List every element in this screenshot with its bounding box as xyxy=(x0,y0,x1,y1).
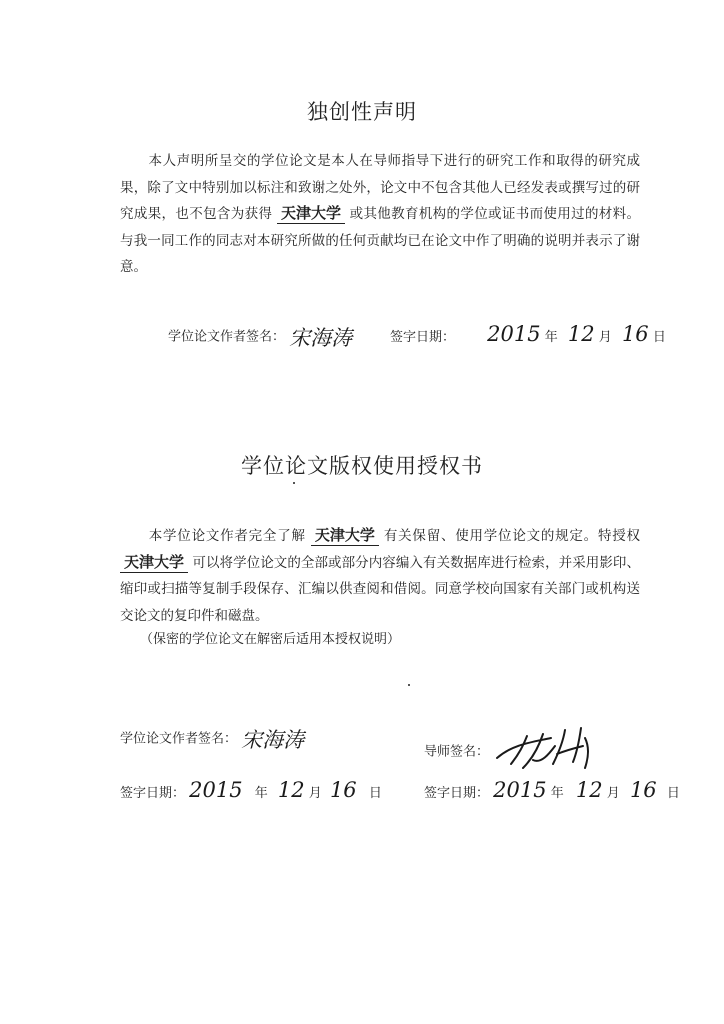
declaration-outro: 或其他教育机构的学位或证书而使用过的材料。与我一同工作的同志对本研究所做的任何贡献均已在论文中作了明确的说明并表示了谢意。 xyxy=(120,206,640,275)
date-day: 16 xyxy=(629,778,657,802)
authorization-author-row xyxy=(120,724,304,754)
date-year: 2015 xyxy=(493,778,547,802)
month-unit: 月 xyxy=(598,330,612,345)
date-day: 16 xyxy=(621,322,649,346)
university-name: 天津大学 xyxy=(120,553,188,573)
declaration-body xyxy=(120,148,640,281)
authorization-s3: 可以将学位论文的全部或部分内容编入有关数据库进行检索，并采用影印、缩印或扫描等复制手段保存、汇编以供查阅和借阅。同意学校向国家有关部门或机构送交论文的复印件和磁盘。 xyxy=(120,554,640,624)
year-unit: 年 xyxy=(544,330,558,345)
date-month: 12 xyxy=(567,322,595,346)
declaration-date-row xyxy=(390,322,666,346)
scan-speck xyxy=(408,684,410,686)
authorization-body xyxy=(120,523,640,629)
authorization-s1: 本学位论文作者完全了解 xyxy=(148,528,306,544)
year-unit: 年 xyxy=(254,786,268,801)
declaration-title: 独创性声明 xyxy=(307,100,417,124)
day-unit: 日 xyxy=(368,786,382,801)
month-unit: 月 xyxy=(308,786,322,801)
author-signature: 宋海涛 xyxy=(289,326,353,350)
day-unit: 日 xyxy=(652,330,666,345)
university-name: 天津大学 xyxy=(311,526,379,546)
university-name: 天津大学 xyxy=(277,204,345,224)
confidential-note: （保密的学位论文在解密后适用本授权说明） xyxy=(140,632,401,647)
authorization-title: 学位论文版权使用授权书 xyxy=(241,454,483,478)
year-unit: 年 xyxy=(550,786,564,801)
day-unit: 日 xyxy=(666,786,680,801)
month-unit: 月 xyxy=(606,786,620,801)
date-month: 12 xyxy=(277,778,305,802)
date-label: 签字日期： xyxy=(390,330,456,345)
authorization-s2: 有关保留、使用学位论文的规定。特授权 xyxy=(383,528,640,544)
date-label: 签字日期： xyxy=(120,786,186,801)
author-signature: 宋海涛 xyxy=(241,728,305,752)
declaration-intro: 本人声明所呈交的学位论文是本人在导师指导下进行的研究工作和取得的研究成果，除了文中特别加以标注和致谢之处外，论文中不包含其他人已经发表或撰写过的研究成果，也不包含为获得 xyxy=(120,153,640,222)
author-signature-label: 学位论文作者签名： xyxy=(168,329,286,345)
declaration-signature-row xyxy=(168,322,352,352)
supervisor-row xyxy=(424,724,603,780)
scan-speck xyxy=(293,482,295,484)
date-year: 2015 xyxy=(487,322,541,346)
supervisor-date-row xyxy=(424,778,680,802)
author-signature-label: 学位论文作者签名： xyxy=(120,731,238,747)
date-day: 16 xyxy=(329,778,357,802)
supervisor-signature xyxy=(493,724,603,780)
supervisor-signature-label: 导师签名： xyxy=(424,744,490,760)
author-date-row xyxy=(120,778,382,802)
date-label: 签字日期： xyxy=(424,786,490,801)
date-year: 2015 xyxy=(189,778,243,802)
date-month: 12 xyxy=(575,778,603,802)
